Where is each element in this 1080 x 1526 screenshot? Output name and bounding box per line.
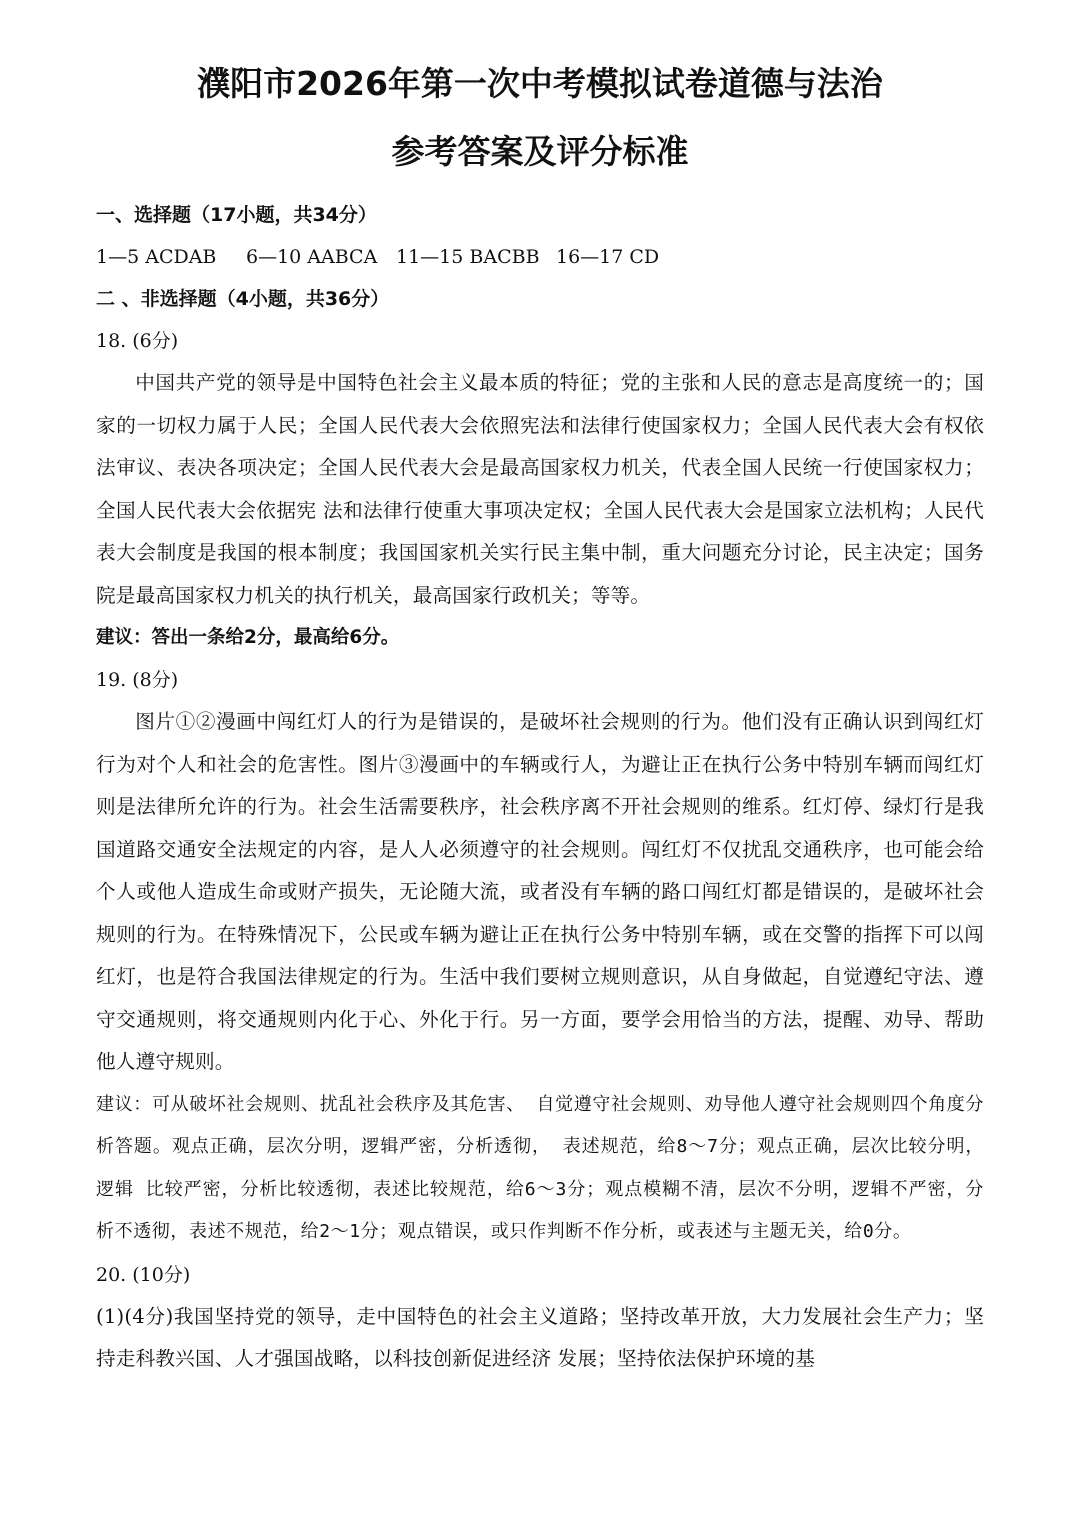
section-heading-non-choice: 二 、非选择题（4小题，共36分） xyxy=(96,288,390,310)
question-19-answer: 图片①②漫画中闯红灯人的行为是错误的，是破坏社会规则的行为。他们没有正确认识到闯红灯行为对个人和社会的危害性。图片③漫画中的车辆或行人，为避让正在执行公务中特别车辆而闯红灯则是法律所允许的行为。社会生活需要秩序，社会秩序离不开社会规则的维系。红灯停、绿灯行是我国道路交通安全法规定的内容，是人人必须遵守的社会规则。闯红灯不仅扰乱交通秩序，也可能会给个人或他人造成生命或财产损失，无论随大流，或者没有车辆的路口闯红灯都是错误的，是破坏社会规则的行为。在特殊情况下，公民或车辆为避让正在执行公务中特别车辆，或在交警的指挥下可以闯红灯，也是符合我国法律规定的行为。生活中我们要树立规则意识，从自身做起，自觉遵纪守法、遵守交通规则，将交通规则内化于心、外化于行。另一方面，要学会用恰当的方法，提醒、劝导、帮助他人遵守规则。 xyxy=(96,710,984,1073)
answer-group: 16—17 CD xyxy=(556,246,660,268)
document-subtitle: 参考答案及评分标准 xyxy=(391,132,689,171)
answer-group: 1—5 ACDAB xyxy=(96,246,217,268)
question-19-scoring-suggestion: 建议：可从破坏社会规则、扰乱社会秩序及其危害、 自觉遵守社会规则、劝导他人遵守社会规则四个角度分 析答题。观点正确，层次分明，逻辑严密，分析透彻， 表述规范，给8～7分；观点正确，层次比较分明，逻辑 比较严密，分析比较透彻，表述比较规范，给6～3分；观点模糊不清，层次不分明，逻辑不严密，分析不透彻，表述不规范，给2～1分；观点错误，或只作判断不作分析，或表述与主题无关，给0分。 xyxy=(96,1093,984,1242)
multiple-choice-answers xyxy=(96,236,984,278)
answer-group: 6—10 AABCA xyxy=(246,246,378,268)
answer-group: 11—15 BACBB xyxy=(396,246,540,268)
question-20-part-1-answer: (1)(4分)我国坚持党的领导，走中国特色的社会主义道路；坚持改革开放，大力发展社会生产力；坚持走科教兴国、人才强国战略，以科技创新促进经济 发展；坚持依法保护环境的基 xyxy=(96,1304,984,1370)
question-18-number: 18. (6分) xyxy=(96,330,179,352)
question-18-scoring-note: 建议：答出一条给2分，最高给6分。 xyxy=(96,627,400,648)
question-19-number: 19. (8分) xyxy=(96,669,179,691)
section-heading-multiple-choice: 一、选择题（17小题，共34分） xyxy=(96,204,377,226)
question-18-answer: 中国共产党的领导是中国特色社会主义最本质的特征；党的主张和人民的意志是高度统一的；国家的一切权力属于人民；全国人民代表大会依照宪法和法律行使国家权力；全国人民代表大会有权依法审议、表决各项决定；全国人民代表大会是最高国家权力机关，代表全国人民统一行使国家权力；全国人民代表大会依据宪 法和法律行使重大事项决定权；全国人民代表大会是国家立法机构；人民代表大会制度是我国的根本制度；我国国家机关实行民主集中制，重大问题充分讨论，民主决定；国务院是最高国家权力机关的执行机关，最高国家行政机关；等等。 xyxy=(96,371,984,607)
document-title: 濮阳市2026年第一次中考模拟试卷道德与法治 xyxy=(197,64,883,103)
question-20-number: 20. (10分) xyxy=(96,1263,191,1286)
